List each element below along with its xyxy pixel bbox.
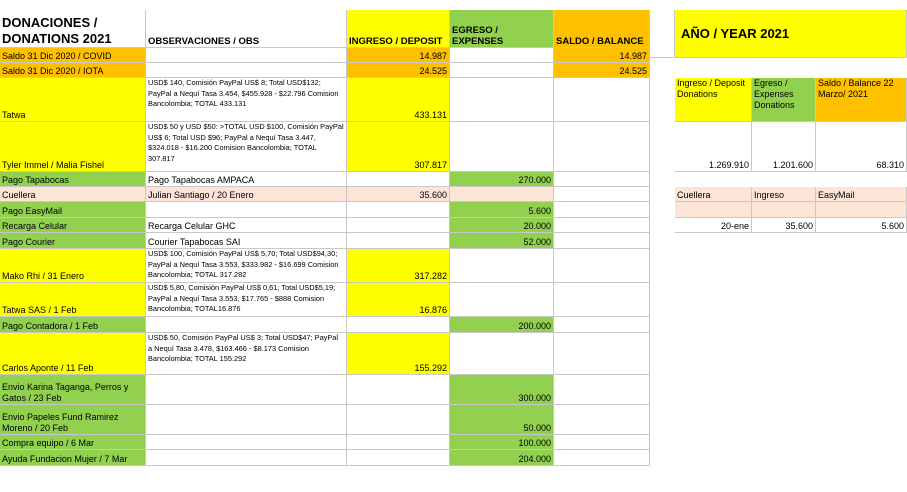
row-name-cell[interactable]: Saldo 31 Dic 2020 / COVID — [0, 48, 146, 63]
row-ingreso-cell[interactable] — [347, 218, 450, 233]
row-saldo-cell[interactable] — [554, 405, 650, 435]
summary-saldo-label: Saldo / Balance 22 Marzo/ 2021 — [816, 78, 907, 122]
sub-header-ingreso: Ingreso — [752, 187, 816, 202]
row-obs-cell[interactable]: USD$ 50, Comisión PayPal US$ 3; Total USD$47; PayPal a Nequí Tasa 3.478, $163.466 - $8.173 Comision Bancolombia; TOTAL 155.292 — [146, 333, 347, 375]
row-name-cell[interactable]: Pago Courier — [0, 233, 146, 249]
row-saldo-cell[interactable] — [554, 187, 650, 202]
year-title: AÑO / YEAR 2021 — [675, 10, 907, 58]
row-saldo-cell[interactable] — [554, 233, 650, 249]
row-ingreso-cell[interactable]: 307.817 — [347, 122, 450, 172]
sheet-title: DONACIONES / DONATIONS 2021 — [0, 10, 146, 48]
sub-value-easymail[interactable]: 5.600 — [816, 218, 907, 233]
summary-ingreso-label: Ingreso / Deposit Donations — [675, 78, 752, 122]
summary-saldo-total[interactable]: 68.310 — [816, 122, 907, 172]
row-egreso-cell[interactable]: 5.600 — [450, 202, 554, 218]
row-egreso-cell[interactable]: 50.000 — [450, 405, 554, 435]
row-obs-cell[interactable] — [146, 375, 347, 405]
row-obs-cell[interactable]: USD$ 100, Comisión PayPal US$ 5,70; Total USD$94,30; PayPal a Nequí Tasa 3.553, $333.982 - $16.699 Comision Bancolombia; TOTAL 317.282 — [146, 249, 347, 283]
row-obs-cell[interactable] — [146, 405, 347, 435]
row-ingreso-cell[interactable]: 35.600 — [347, 187, 450, 202]
row-ingreso-cell[interactable] — [347, 202, 450, 218]
row-obs-cell[interactable]: Recarga Celular GHC — [146, 218, 347, 233]
sub-spacer-cell — [752, 202, 816, 218]
row-ingreso-cell[interactable] — [347, 172, 450, 187]
row-obs-cell[interactable] — [146, 63, 347, 78]
row-egreso-cell[interactable] — [450, 48, 554, 63]
row-name-cell[interactable]: Tatwa SAS / 1 Feb — [0, 283, 146, 317]
row-name-cell[interactable]: Carlos Aponte / 11 Feb — [0, 333, 146, 375]
row-obs-cell[interactable]: Courier Tapabocas SAI — [146, 233, 347, 249]
row-name-cell[interactable]: Envio Papeles Fund Ramirez Moreno / 20 Feb — [0, 405, 146, 435]
row-egreso-cell[interactable]: 300.000 — [450, 375, 554, 405]
header-saldo: SALDO / BALANCE — [554, 10, 650, 48]
row-name-cell[interactable]: Pago EasyMail — [0, 202, 146, 218]
row-saldo-cell[interactable] — [554, 450, 650, 466]
row-obs-cell[interactable]: USD$ 50 y USD $50: >TOTAL USD $100, Comisión PayPal US$ 6; Total USD $96; PayPal a Nequí Tasa 3.447, $324.018 - $16.200 Comision Bancolombia; TOTAL 307.817 — [146, 122, 347, 172]
row-egreso-cell[interactable] — [450, 122, 554, 172]
row-name-cell[interactable]: Mako Rhi / 31 Enero — [0, 249, 146, 283]
row-name-cell[interactable]: Compra equipo / 6 Mar — [0, 435, 146, 450]
row-ingreso-cell[interactable] — [347, 450, 450, 466]
row-name-cell[interactable]: Pago Contadora / 1 Feb — [0, 317, 146, 333]
row-egreso-cell[interactable]: 100.000 — [450, 435, 554, 450]
row-obs-cell[interactable]: USD$ 140, Comisión PayPal US$ 8; Total USD$132; PayPal a Nequí Tasa 3.454, $455.928 - $22.796 Comision Bancolombia; TOTAL 433.131 — [146, 78, 347, 122]
row-name-cell[interactable]: Recarga Celular — [0, 218, 146, 233]
row-saldo-cell[interactable] — [554, 218, 650, 233]
sub-header-easymail: EasyMail — [816, 187, 907, 202]
row-saldo-cell[interactable] — [554, 317, 650, 333]
blank-column-cell — [650, 10, 675, 58]
row-obs-cell[interactable]: Julian Santiago / 20 Enero — [146, 187, 347, 202]
row-ingreso-cell[interactable] — [347, 375, 450, 405]
header-egreso: EGRESO / EXPENSES — [450, 10, 554, 48]
row-name-cell[interactable]: Cuellera — [0, 187, 146, 202]
row-egreso-cell[interactable] — [450, 333, 554, 375]
summary-ingreso-total[interactable]: 1.269.910 — [675, 122, 752, 172]
sub-value-date[interactable]: 20-ene — [675, 218, 752, 233]
row-saldo-cell[interactable] — [554, 283, 650, 317]
row-saldo-cell[interactable]: 24.525 — [554, 63, 650, 78]
row-obs-cell[interactable] — [146, 202, 347, 218]
row-obs-cell[interactable]: USD$ 5,80, Comisión PayPal US$ 0,61; Total USD$5,19; PayPal a Nequí Tasa 3.553, $17.765 - $888 Comision Bancolombia; TOTAL16.876 — [146, 283, 347, 317]
sub-spacer-cell — [816, 202, 907, 218]
row-egreso-cell[interactable] — [450, 78, 554, 122]
row-saldo-cell[interactable] — [554, 375, 650, 405]
row-ingreso-cell[interactable] — [347, 435, 450, 450]
row-saldo-cell[interactable] — [554, 172, 650, 187]
row-name-cell[interactable]: Saldo 31 Dic 2020 / IOTA — [0, 63, 146, 78]
row-obs-cell[interactable] — [146, 450, 347, 466]
row-ingreso-cell[interactable] — [347, 405, 450, 435]
row-name-cell[interactable]: Pago Tapabocas — [0, 172, 146, 187]
row-egreso-cell[interactable]: 204.000 — [450, 450, 554, 466]
row-obs-cell[interactable] — [146, 317, 347, 333]
row-egreso-cell[interactable] — [450, 249, 554, 283]
row-saldo-cell[interactable]: 14.987 — [554, 48, 650, 63]
row-name-cell[interactable]: Tatwa — [0, 78, 146, 122]
row-name-cell[interactable]: Envio Karina Taganga, Perros y Gatos / 23 Feb — [0, 375, 146, 405]
row-ingreso-cell[interactable]: 317.282 — [347, 249, 450, 283]
sub-spacer-cell — [675, 202, 752, 218]
row-ingreso-cell[interactable] — [347, 317, 450, 333]
summary-egreso-label: Egreso / Expenses Donations — [752, 78, 816, 122]
row-saldo-cell[interactable] — [554, 78, 650, 122]
row-obs-cell[interactable]: Pago Tapabocas AMPACA — [146, 172, 347, 187]
header-ingreso: INGRESO / DEPOSIT — [347, 10, 450, 48]
sub-value-ingreso[interactable]: 35.600 — [752, 218, 816, 233]
row-name-cell[interactable]: Tyler Immel / Malia Fishel — [0, 122, 146, 172]
row-saldo-cell[interactable] — [554, 333, 650, 375]
row-ingreso-cell[interactable] — [347, 233, 450, 249]
row-saldo-cell[interactable] — [554, 435, 650, 450]
row-ingreso-cell[interactable]: 16.876 — [347, 283, 450, 317]
row-ingreso-cell[interactable]: 24.525 — [347, 63, 450, 78]
row-egreso-cell[interactable]: 52.000 — [450, 233, 554, 249]
row-egreso-cell[interactable]: 20.000 — [450, 218, 554, 233]
sub-header-cuellera: Cuellera — [675, 187, 752, 202]
row-egreso-cell[interactable] — [450, 187, 554, 202]
row-obs-cell[interactable] — [146, 435, 347, 450]
row-name-cell[interactable]: Ayuda Fundacion Mujer / 7 Mar — [0, 450, 146, 466]
row-egreso-cell[interactable] — [450, 63, 554, 78]
row-saldo-cell[interactable] — [554, 122, 650, 172]
row-obs-cell[interactable] — [146, 48, 347, 63]
header-observaciones: OBSERVACIONES / OBS — [146, 10, 347, 48]
row-egreso-cell[interactable] — [450, 283, 554, 317]
row-ingreso-cell[interactable]: 14.987 — [347, 48, 450, 63]
row-ingreso-cell[interactable]: 433.131 — [347, 78, 450, 122]
summary-egreso-total[interactable]: 1.201.600 — [752, 122, 816, 172]
row-saldo-cell[interactable] — [554, 249, 650, 283]
row-egreso-cell[interactable]: 270.000 — [450, 172, 554, 187]
row-egreso-cell[interactable]: 200.000 — [450, 317, 554, 333]
row-saldo-cell[interactable] — [554, 202, 650, 218]
row-ingreso-cell[interactable]: 155.292 — [347, 333, 450, 375]
